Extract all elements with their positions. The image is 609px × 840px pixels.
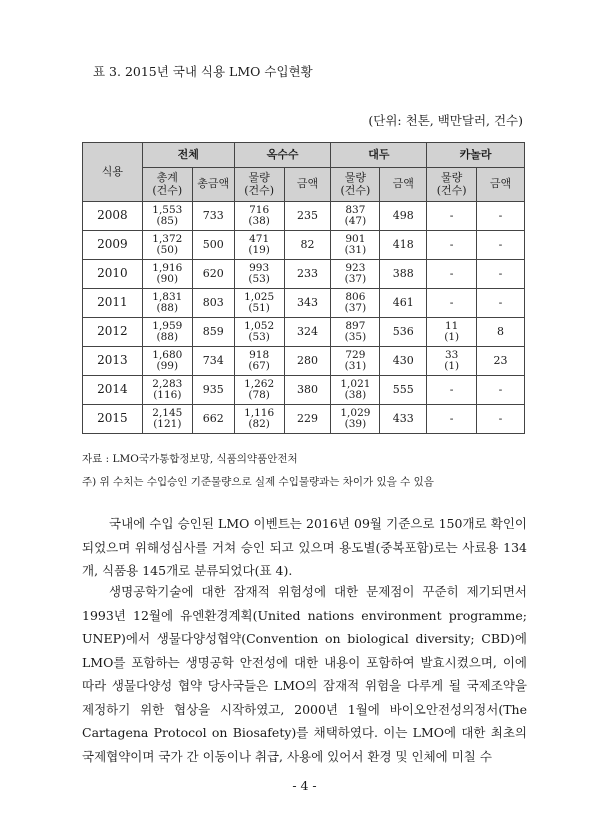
subheader-cell: 물량 (건수): [234, 168, 284, 202]
subheader-cell: 금액: [284, 168, 331, 202]
table-cell: 1,052 (53): [234, 318, 284, 347]
table-cell: 1,959 (88): [142, 318, 192, 347]
table-cell: 1,025 (51): [234, 289, 284, 318]
table-cell: 536: [380, 318, 427, 347]
table-cell: 1,262 (78): [234, 376, 284, 405]
table-cell: 1,372 (50): [142, 231, 192, 260]
table-row: [83, 347, 525, 376]
table-cell: -: [477, 376, 525, 405]
table-cell: 1,116 (82): [234, 405, 284, 434]
table-cell: 2014: [83, 376, 143, 405]
table-row: [83, 231, 525, 260]
table-cell: 498: [380, 202, 427, 231]
table-cell: 380: [284, 376, 331, 405]
table-cell: 803: [192, 289, 234, 318]
table-row: [83, 260, 525, 289]
table-cell: 1,029 (39): [331, 405, 380, 434]
table-row: [83, 202, 525, 231]
body-paragraph-2: 생명공학기술에 대한 잠재적 위험성에 대한 문제점이 꾸준히 제기되면서 1993년 12월에 유엔환경계획(United nations environment programme; UNEP)에서 생물다양성협약(Convention on biological diversity; CBD)에 LMO를 포함하는 생명공학 안전성에 대한 내용이 포함하여 발효시켰으며, 이에 따라 생물다양성 협약 당사국들은 LMO의 잠재적 위험을 다루게 될 국제조약을 제정하기 위한 협상을 시작하였고, 2000년 1월에 바이오안전성의정서(The Cartagena Protocol on Biosafety)를 채택하였다. 이는 LMO에 대한 최초의 국제협약이며 국가 간 이동이나 취급, 사용에 있어서 환경 및 인체에 미칠 수: [82, 584, 527, 764]
table-cell: 620: [192, 260, 234, 289]
table-cell: 1,831 (88): [142, 289, 192, 318]
table-cell: 388: [380, 260, 427, 289]
table-cell: 418: [380, 231, 427, 260]
table-cell: 500: [192, 231, 234, 260]
table-caption: 표 3. 2015년 국내 식용 LMO 수입현황: [93, 64, 313, 79]
table-notes: [82, 448, 434, 494]
table-cell: 82: [284, 231, 331, 260]
table-cell: 2,145 (121): [142, 405, 192, 434]
table-cell: 555: [380, 376, 427, 405]
table-cell: 229: [284, 405, 331, 434]
table-cell: 2011: [83, 289, 143, 318]
table-cell: -: [477, 405, 525, 434]
table-cell: -: [477, 289, 525, 318]
table-cell: -: [477, 231, 525, 260]
table-cell: 2010: [83, 260, 143, 289]
table-unit-note: (단위: 천톤, 백만달러, 건수): [368, 113, 523, 128]
table-cell: 2012: [83, 318, 143, 347]
table-cell: 923 (37): [331, 260, 380, 289]
table-body: [83, 202, 525, 434]
table-cell: 2013: [83, 347, 143, 376]
table-cell: 23: [477, 347, 525, 376]
header-canola: 카놀라: [427, 143, 525, 168]
table-cell: 716 (38): [234, 202, 284, 231]
body-paragraph-1: 국내에 수입 승인된 LMO 이벤트는 2016년 09월 기준으로 150개로 확인이 되었으며 위해성심사를 거쳐 승인 되고 있으며 용도별(중복포함)로는 사료용 134개, 식품용 145개로 분류되었다(표 4).: [82, 516, 527, 578]
table-cell: 2015: [83, 405, 143, 434]
table-cell: -: [427, 231, 477, 260]
subheader-cell: 금액: [477, 168, 525, 202]
source-note: 자료 : LMO국가통합정보망, 식품의약품안전처: [82, 453, 298, 465]
table-cell: -: [427, 202, 477, 231]
subheader-cell: 총금액: [192, 168, 234, 202]
table-cell: 235: [284, 202, 331, 231]
table-cell: 433: [380, 405, 427, 434]
header-corn: 옥수수: [234, 143, 331, 168]
table-cell: 33 (1): [427, 347, 477, 376]
table-cell: -: [477, 202, 525, 231]
table-cell: 734: [192, 347, 234, 376]
table-cell: 8: [477, 318, 525, 347]
table-cell: -: [477, 260, 525, 289]
table-cell: 1,021 (38): [331, 376, 380, 405]
table-cell: 2008: [83, 202, 143, 231]
table-cell: 993 (53): [234, 260, 284, 289]
table-cell: 324: [284, 318, 331, 347]
table-cell: 837 (47): [331, 202, 380, 231]
table-row: [83, 376, 525, 405]
table-cell: 11 (1): [427, 318, 477, 347]
table-row: [83, 289, 525, 318]
subheader-cell: 금액: [380, 168, 427, 202]
header-soybean: 대두: [331, 143, 427, 168]
table-cell: -: [427, 405, 477, 434]
table-cell: 1,553 (85): [142, 202, 192, 231]
table-row: [83, 318, 525, 347]
subheader-cell: 물량 (건수): [427, 168, 477, 202]
table-cell: -: [427, 260, 477, 289]
lmo-import-table: [82, 142, 525, 434]
footnote: 주) 위 수치는 수입승인 기준물량으로 실제 수입물량과는 차이가 있을 수 있음: [82, 476, 434, 488]
table-cell: 662: [192, 405, 234, 434]
table-cell: -: [427, 289, 477, 318]
table-cell: 343: [284, 289, 331, 318]
table-cell: 935: [192, 376, 234, 405]
table-cell: 280: [284, 347, 331, 376]
table-cell: 897 (35): [331, 318, 380, 347]
header-crop: 식용: [83, 143, 143, 202]
table-header-row: [83, 143, 525, 168]
table-cell: 2,283 (116): [142, 376, 192, 405]
table-cell: 733: [192, 202, 234, 231]
table-cell: 233: [284, 260, 331, 289]
table-cell: 859: [192, 318, 234, 347]
subheader-cell: 물량 (건수): [331, 168, 380, 202]
table-cell: 461: [380, 289, 427, 318]
table-cell: -: [427, 376, 477, 405]
table-cell: 2009: [83, 231, 143, 260]
table-cell: 806 (37): [331, 289, 380, 318]
table-cell: 901 (31): [331, 231, 380, 260]
page-number: - 4 -: [292, 778, 317, 793]
subheader-cell: 총계 (건수): [142, 168, 192, 202]
table-cell: 729 (31): [331, 347, 380, 376]
table-cell: 1,680 (99): [142, 347, 192, 376]
header-total: 전체: [142, 143, 234, 168]
table-subheader-row: [83, 168, 525, 202]
table-cell: 471 (19): [234, 231, 284, 260]
table-row: [83, 405, 525, 434]
table-cell: 918 (67): [234, 347, 284, 376]
table-cell: 1,916 (90): [142, 260, 192, 289]
table-cell: 430: [380, 347, 427, 376]
